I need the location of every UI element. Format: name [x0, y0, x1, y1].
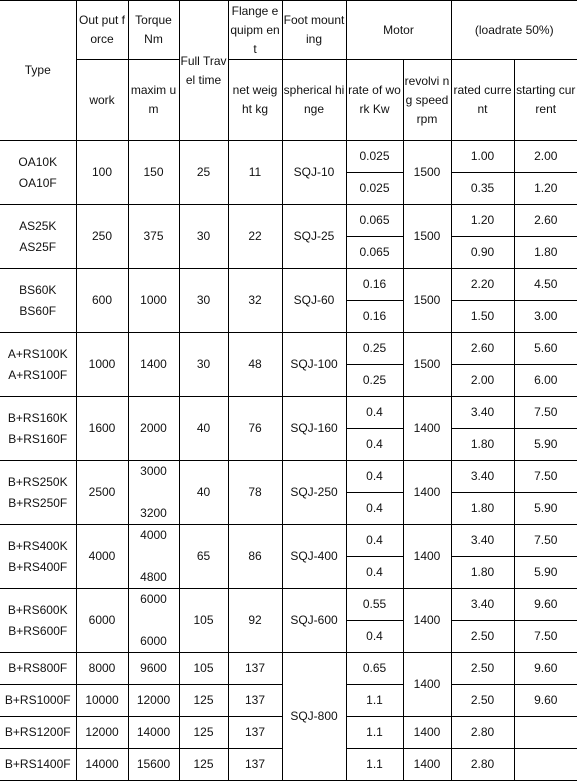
kw-cell: 0.25: [346, 365, 403, 397]
starting-current-cell: 1.20: [514, 173, 577, 205]
starting-current-cell: 7.50: [514, 397, 577, 429]
rpm-cell: 1500: [403, 205, 451, 269]
type-f: B+RS250F: [8, 495, 68, 510]
travel-time-cell: 125: [179, 717, 228, 749]
header-work: work: [76, 60, 128, 141]
torque-value: 6000: [140, 634, 167, 648]
starting-current-cell: 7.50: [514, 525, 577, 557]
rpm-cell: 1500: [403, 333, 451, 397]
rated-current-cell: 2.50: [451, 621, 514, 653]
output-force-cell: 1600: [76, 397, 128, 461]
output-force-cell: 6000: [76, 589, 128, 653]
starting-current-cell: 2.00: [514, 141, 577, 173]
rated-current-cell: 1.50: [451, 301, 514, 333]
torque-cell: 15600: [128, 749, 179, 781]
hinge-cell: SQJ-10: [282, 141, 346, 205]
type-f: B+RS160F: [8, 431, 68, 446]
output-force-cell: 600: [76, 269, 128, 333]
kw-cell: 1.1: [346, 685, 403, 717]
starting-current-cell: 5.90: [514, 557, 577, 589]
weight-cell: 48: [228, 333, 282, 397]
kw-cell: 0.025: [346, 141, 403, 173]
hinge-cell: SQJ-400: [282, 525, 346, 589]
rated-current-cell: 1.00: [451, 141, 514, 173]
travel-time-cell: 125: [179, 749, 228, 781]
kw-cell: 0.55: [346, 589, 403, 621]
torque-cell: [128, 461, 179, 525]
travel-time-cell: 30: [179, 269, 228, 333]
type-cell: B+RS1400F: [0, 749, 76, 781]
rated-current-cell: 2.20: [451, 269, 514, 301]
type-cell: [0, 525, 76, 589]
type-cell: [0, 269, 76, 333]
starting-current-cell: 7.50: [514, 461, 577, 493]
header-rate-of-work: rate of work Kw: [346, 60, 403, 141]
type-k: B+RS160K: [7, 410, 68, 425]
table-row: [0, 589, 577, 621]
type-cell: [0, 205, 76, 269]
weight-cell: 137: [228, 749, 282, 781]
torque-value: 6000: [140, 592, 167, 606]
type-cell: [0, 461, 76, 525]
type-cell: [0, 397, 76, 461]
starting-current-cell: 5.60: [514, 333, 577, 365]
torque-value: 4000: [140, 528, 167, 542]
output-force-cell: 100: [76, 141, 128, 205]
header-starting-current: starting current: [514, 60, 577, 141]
table-row: [0, 653, 577, 685]
hinge-cell: SQJ-800: [282, 653, 346, 781]
kw-cell: 0.4: [346, 557, 403, 589]
type-cell: [0, 589, 76, 653]
kw-cell: 0.4: [346, 621, 403, 653]
type-cell: B+RS800F: [0, 653, 76, 685]
type-f: B+RS600F: [8, 623, 68, 638]
rated-current-cell: 2.50: [451, 653, 514, 685]
output-force-cell: 4000: [76, 525, 128, 589]
torque-value: 3000: [140, 464, 167, 478]
travel-time-cell: 125: [179, 685, 228, 717]
weight-cell: 32: [228, 269, 282, 333]
type-cell: [0, 333, 76, 397]
weight-cell: 86: [228, 525, 282, 589]
starting-current-cell: 2.60: [514, 205, 577, 237]
rpm-cell: 1400: [403, 653, 451, 717]
type-k: A+RS100K: [7, 346, 68, 361]
kw-cell: 0.25: [346, 333, 403, 365]
kw-cell: 0.4: [346, 525, 403, 557]
type-k: OA10K: [18, 154, 58, 169]
output-force-cell: 10000: [76, 685, 128, 717]
table-row: [0, 205, 577, 237]
table-row: [0, 269, 577, 301]
hinge-cell: SQJ-60: [282, 269, 346, 333]
rated-current-cell: 2.80: [451, 749, 514, 781]
type-k: B+RS600K: [7, 602, 68, 617]
header-row-2: [0, 60, 577, 141]
header-spherical-hinge: spherical hinge: [282, 60, 346, 141]
starting-current-cell: 9.60: [514, 653, 577, 685]
torque-cell: 150: [128, 141, 179, 205]
type-k: BS60K: [19, 282, 57, 297]
kw-cell: 0.4: [346, 461, 403, 493]
weight-cell: 137: [228, 685, 282, 717]
type-cell: B+RS1200F: [0, 717, 76, 749]
rated-current-cell: 1.80: [451, 493, 514, 525]
rpm-cell: 1400: [403, 717, 451, 749]
weight-cell: 22: [228, 205, 282, 269]
kw-cell: 1.1: [346, 717, 403, 749]
header-flange-equipment: Flange equipm ent: [228, 1, 282, 60]
starting-current-cell: [514, 717, 577, 749]
rated-current-cell: 1.20: [451, 205, 514, 237]
header-foot-mounting: Foot mounting: [282, 1, 346, 60]
type-f: BS60F: [19, 303, 57, 318]
table-row: [0, 333, 577, 365]
type-f: AS25F: [19, 239, 57, 254]
header-motor: Motor: [346, 1, 451, 60]
rpm-cell: 1400: [403, 589, 451, 653]
type-cell: [0, 141, 76, 205]
starting-current-cell: 9.60: [514, 685, 577, 717]
type-k: B+RS250K: [7, 474, 68, 489]
starting-current-cell: 6.00: [514, 365, 577, 397]
output-force-cell: 8000: [76, 653, 128, 685]
rated-current-cell: 2.50: [451, 685, 514, 717]
kw-cell: 0.065: [346, 205, 403, 237]
kw-cell: 0.65: [346, 653, 403, 685]
torque-cell: [128, 525, 179, 589]
weight-cell: 137: [228, 653, 282, 685]
rated-current-cell: 3.40: [451, 397, 514, 429]
rated-current-cell: 3.40: [451, 589, 514, 621]
torque-value: 4800: [140, 570, 167, 584]
travel-time-cell: 40: [179, 461, 228, 525]
header-net-weight: net weight kg: [228, 60, 282, 141]
rated-current-cell: 2.60: [451, 333, 514, 365]
rpm-cell: 1400: [403, 749, 451, 781]
kw-cell: 0.4: [346, 493, 403, 525]
table-row: [0, 141, 577, 173]
kw-cell: 0.4: [346, 429, 403, 461]
rated-current-cell: 2.00: [451, 365, 514, 397]
weight-cell: 78: [228, 461, 282, 525]
starting-current-cell: 7.50: [514, 621, 577, 653]
rpm-cell: 1400: [403, 397, 451, 461]
table-row: [0, 525, 577, 557]
table-row: [0, 397, 577, 429]
torque-cell: 9600: [128, 653, 179, 685]
torque-cell: 1400: [128, 333, 179, 397]
output-force-cell: 250: [76, 205, 128, 269]
rated-current-cell: 2.80: [451, 717, 514, 749]
torque-cell: [128, 589, 179, 653]
starting-current-cell: 4.50: [514, 269, 577, 301]
kw-cell: 0.16: [346, 301, 403, 333]
output-force-cell: 2500: [76, 461, 128, 525]
torque-value: 3200: [140, 506, 167, 520]
hinge-cell: SQJ-250: [282, 461, 346, 525]
table-row: [0, 461, 577, 493]
travel-time-cell: 65: [179, 525, 228, 589]
kw-cell: 0.065: [346, 237, 403, 269]
starting-current-cell: 1.80: [514, 237, 577, 269]
header-rated-current: rated current: [451, 60, 514, 141]
travel-time-cell: 105: [179, 589, 228, 653]
rpm-cell: 1400: [403, 461, 451, 525]
kw-cell: 1.1: [346, 749, 403, 781]
hinge-cell: SQJ-25: [282, 205, 346, 269]
type-cell: B+RS1000F: [0, 685, 76, 717]
weight-cell: 137: [228, 717, 282, 749]
output-force-cell: 12000: [76, 717, 128, 749]
torque-cell: 14000: [128, 717, 179, 749]
header-revolving-speed: revolvi ng speed rpm: [403, 60, 451, 141]
header-output-force: Out put force: [76, 1, 128, 60]
travel-time-cell: 105: [179, 653, 228, 685]
weight-cell: 76: [228, 397, 282, 461]
hinge-cell: SQJ-160: [282, 397, 346, 461]
rpm-cell: 1400: [403, 525, 451, 589]
kw-cell: 0.4: [346, 397, 403, 429]
torque-cell: 12000: [128, 685, 179, 717]
weight-cell: 11: [228, 141, 282, 205]
header-loadrate: (loadrate 50%): [451, 1, 577, 60]
output-force-cell: 1000: [76, 333, 128, 397]
travel-time-cell: 30: [179, 333, 228, 397]
header-torque: Torque Nm: [128, 1, 179, 60]
hinge-cell: SQJ-600: [282, 589, 346, 653]
weight-cell: 92: [228, 589, 282, 653]
type-k: AS25K: [19, 218, 57, 233]
starting-current-cell: 3.00: [514, 301, 577, 333]
torque-cell: 1000: [128, 269, 179, 333]
rated-current-cell: 0.35: [451, 173, 514, 205]
type-f: B+RS400F: [8, 559, 68, 574]
torque-cell: 375: [128, 205, 179, 269]
rpm-cell: 1500: [403, 269, 451, 333]
type-f: OA10F: [18, 175, 57, 190]
header-full-travel-time: Full Travel time: [179, 1, 228, 141]
torque-cell: 2000: [128, 397, 179, 461]
header-row-1: [0, 1, 577, 60]
starting-current-cell: 5.90: [514, 493, 577, 525]
type-f: A+RS100F: [8, 367, 68, 382]
kw-cell: 0.16: [346, 269, 403, 301]
hinge-cell: SQJ-100: [282, 333, 346, 397]
type-k: B+RS400K: [7, 538, 68, 553]
header-maximum: maxim um: [128, 60, 179, 141]
travel-time-cell: 40: [179, 397, 228, 461]
starting-current-cell: 9.60: [514, 589, 577, 621]
rated-current-cell: 1.80: [451, 557, 514, 589]
rated-current-cell: 3.40: [451, 461, 514, 493]
travel-time-cell: 25: [179, 141, 228, 205]
header-type: Type: [0, 1, 76, 141]
travel-time-cell: 30: [179, 205, 228, 269]
starting-current-cell: 5.90: [514, 429, 577, 461]
rated-current-cell: 1.80: [451, 429, 514, 461]
output-force-cell: 14000: [76, 749, 128, 781]
kw-cell: 0.025: [346, 173, 403, 205]
rated-current-cell: 3.40: [451, 525, 514, 557]
starting-current-cell: [514, 749, 577, 781]
rated-current-cell: 0.90: [451, 237, 514, 269]
rpm-cell: 1500: [403, 141, 451, 205]
